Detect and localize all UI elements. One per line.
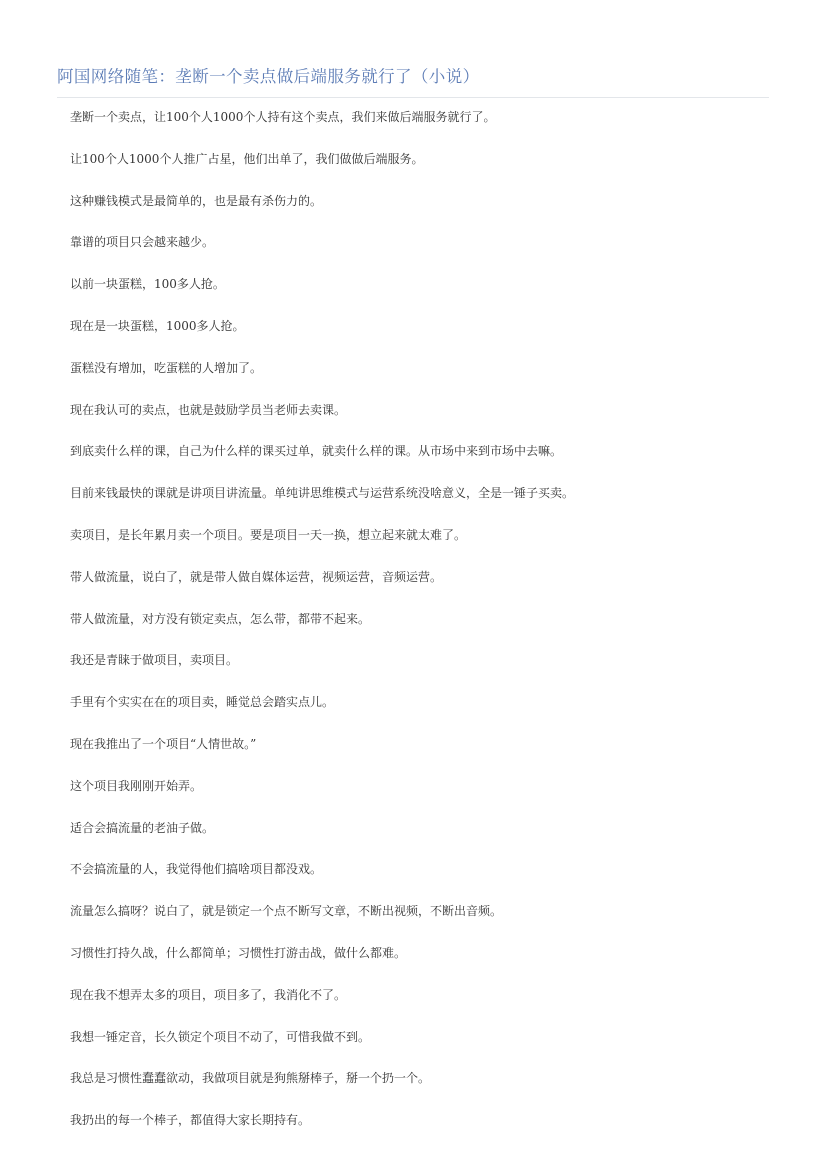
document-body (70, 104, 770, 1149)
paragraph: 适合会搞流量的老油子做。 (70, 820, 215, 835)
paragraph: 到底卖什么样的课，自己为什么样的课买过单，就卖什么样的课。从市场中来到市场中去嘛。 (70, 444, 563, 459)
paragraph: 卖项目，是长年累月卖一个项目。要是项目一天一换，想立起来就太难了。 (70, 527, 467, 542)
title-divider (57, 97, 769, 98)
paragraph: 以前一块蛋糕，100多人抢。 (70, 277, 225, 292)
paragraph: 现在我不想弄太多的项目，项目多了，我消化不了。 (70, 987, 347, 1002)
paragraph: 靠谱的项目只会越来越少。 (70, 235, 215, 250)
paragraph: 我想一锤定音，长久锁定个项目不动了，可惜我做不到。 (70, 1029, 371, 1044)
paragraph: 现在我认可的卖点，也就是鼓励学员当老师去卖课。 (70, 402, 347, 417)
paragraph: 手里有个实实在在的项目卖，睡觉总会踏实点儿。 (70, 695, 335, 710)
paragraph: 带人做流量，说白了，就是带人做自媒体运营，视频运营，音频运营。 (70, 569, 443, 584)
paragraph: 垄断一个卖点，让100个人1000个人持有这个卖点，我们来做后端服务就行了。 (70, 110, 496, 124)
paragraph: 这种赚钱模式是最简单的，也是最有杀伤力的。 (70, 193, 323, 208)
paragraph: 我扔出的每一个棒子，都值得大家长期持有。 (70, 1113, 311, 1128)
paragraph: 习惯性打持久战，什么都简单；习惯性打游击战，做什么都难。 (70, 945, 407, 960)
paragraph: 不会搞流量的人，我觉得他们搞啥项目都没戏。 (70, 862, 323, 877)
paragraph: 让100个人1000个人推广占星，他们出单了，我们做做后端服务。 (70, 151, 424, 166)
paragraph: 我总是习惯性蠢蠢欲动，我做项目就是狗熊掰棒子，掰一个扔一个。 (70, 1071, 431, 1086)
paragraph: 现在是一块蛋糕，1000多人抢。 (70, 318, 245, 333)
paragraph: 带人做流量，对方没有锁定卖点，怎么带，都带不起来。 (70, 611, 371, 626)
paragraph: 现在我推出了一个项目“人情世故。” (70, 736, 257, 751)
paragraph: 目前来钱最快的课就是讲项目讲流量。单纯讲思维模式与运营系统没啥意义，全是一锤子买卖。 (70, 486, 575, 501)
paragraph: 蛋糕没有增加，吃蛋糕的人增加了。 (70, 360, 263, 375)
paragraph: 流量怎么搞呀？说白了，就是锁定一个点不断写文章，不断出视频，不断出音频。 (70, 904, 503, 919)
paragraph: 这个项目我刚刚开始弄。 (70, 778, 203, 793)
paragraph: 我还是青睐于做项目，卖项目。 (70, 653, 239, 668)
document-title: 阿国网络随笔：垄断一个卖点做后端服务就行了（小说） (57, 67, 480, 86)
